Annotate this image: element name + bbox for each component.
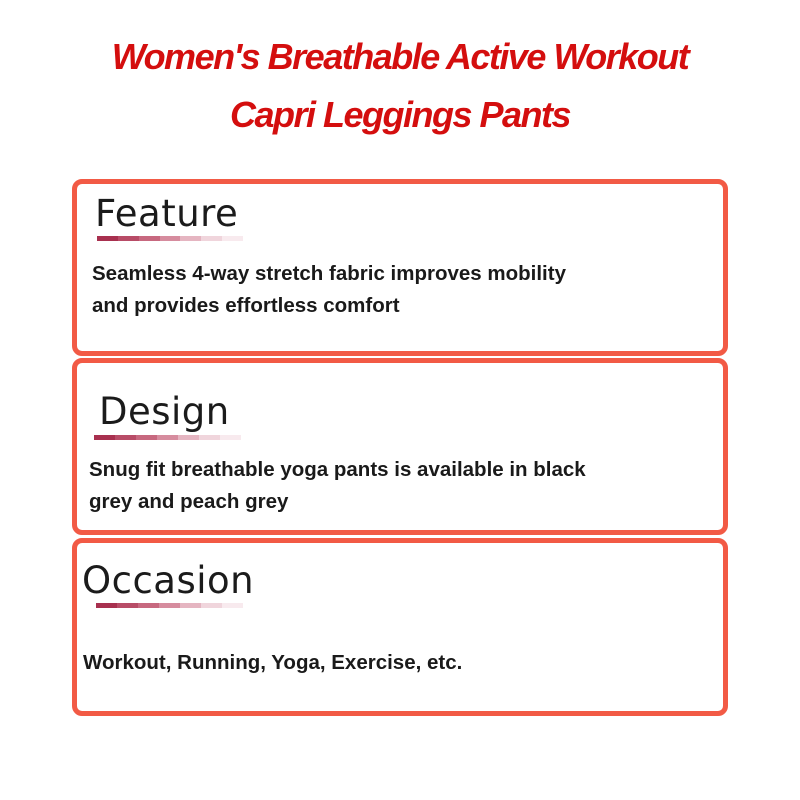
feature-gradient-bar [97,236,243,241]
gradient-bar-segment [180,236,201,241]
occasion-gradient-bar [96,603,243,608]
design-description [89,454,586,518]
gradient-bar-segment [94,435,115,440]
design-description-line-1: Snug fit breathable yoga pants is available in black [89,458,586,481]
design-heading: Design [99,390,230,433]
feature-description-line-1: Seamless 4-way stretch fabric improves mobility [92,262,566,285]
gradient-bar-segment [199,435,220,440]
gradient-bar-segment [180,603,201,608]
design-gradient-bar [94,435,241,440]
occasion-card [72,538,728,716]
occasion-description-line-1: Workout, Running, Yoga, Exercise, etc. [83,651,463,674]
gradient-bar-segment [160,236,181,241]
gradient-bar-segment [178,435,199,440]
feature-description [92,258,566,322]
gradient-bar-segment [220,435,241,440]
feature-description-line-2: and provides effortless comfort [92,294,400,317]
design-description-line-2: grey and peach grey [89,490,289,513]
gradient-bar-segment [222,236,243,241]
product-title-line-1: Women's Breathable Active Workout [111,36,689,77]
feature-card [72,179,728,356]
design-card [72,358,728,535]
gradient-bar-segment [201,603,222,608]
gradient-bar-segment [159,603,180,608]
gradient-bar-segment [138,603,159,608]
gradient-bar-segment [139,236,160,241]
feature-heading: Feature [95,192,239,235]
gradient-bar-segment [117,603,138,608]
gradient-bar-segment [115,435,136,440]
gradient-bar-segment [97,236,118,241]
gradient-bar-segment [201,236,222,241]
gradient-bar-segment [222,603,243,608]
gradient-bar-segment [136,435,157,440]
product-title-line-2: Capri Leggings Pants [229,94,571,135]
gradient-bar-segment [157,435,178,440]
occasion-heading: Occasion [82,559,255,602]
product-title [0,28,800,144]
gradient-bar-segment [96,603,117,608]
occasion-description [83,647,462,679]
gradient-bar-segment [118,236,139,241]
